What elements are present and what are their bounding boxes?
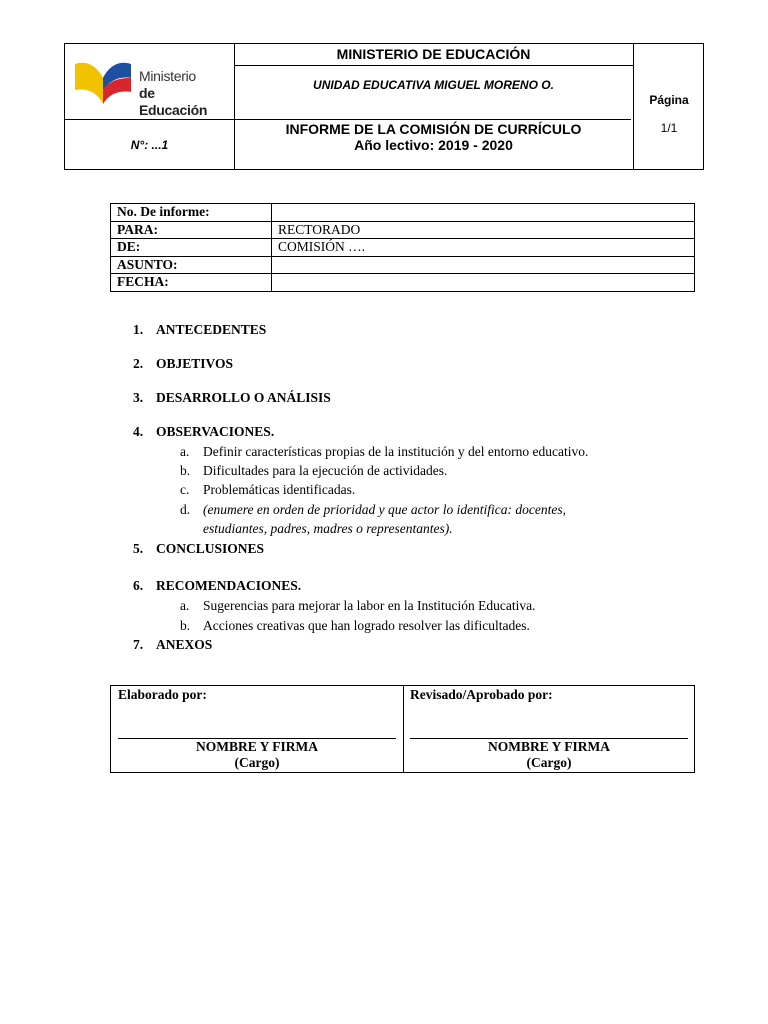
section-heading: [133, 424, 274, 440]
ministry-logo: [73, 54, 223, 118]
section-number: 6.: [133, 578, 144, 593]
item-text: Dificultades para la ejecución de actividades.: [203, 463, 448, 478]
table-row: [111, 256, 695, 274]
table-row: [111, 274, 695, 292]
list-item: [180, 444, 588, 460]
info-value: [272, 256, 695, 274]
section-title: RECOMENDACIONES.: [156, 578, 302, 593]
item-letter: a.: [180, 444, 190, 459]
section-number: 3.: [133, 390, 144, 405]
report-info-table: [110, 203, 695, 292]
report-title-line: INFORME DE LA COMISIÓN DE CURRÍCULO: [285, 121, 582, 137]
table-row: [111, 204, 695, 222]
school-year: Año lectivo: 2019 - 2020: [354, 137, 513, 153]
prepared-by-label: Elaborado por:: [118, 687, 207, 702]
item-letter: c.: [180, 482, 190, 497]
header-divider: [65, 119, 631, 120]
info-label: ASUNTO:: [111, 256, 272, 274]
section-title: CONCLUSIONES: [156, 541, 265, 556]
list-item: [180, 463, 447, 479]
logo-line-1: Ministerio: [139, 68, 196, 84]
name-and-signature-label: NOMBRE Y FIRMA: [488, 739, 610, 754]
info-label: PARA:: [111, 221, 272, 239]
page-label: Página: [649, 93, 689, 107]
section-number: 4.: [133, 424, 144, 439]
list-item: [180, 482, 355, 498]
item-text-continued: estudiantes, padres, madres o representantes).: [203, 521, 453, 536]
position-label: (Cargo): [526, 755, 572, 770]
item-text: Definir características propias de la institución y del entorno educativo.: [203, 444, 589, 459]
document-header: [64, 43, 704, 170]
table-row: [111, 239, 695, 257]
signature-block: [118, 739, 396, 771]
info-value: [272, 274, 695, 292]
info-value: [272, 204, 695, 222]
section-heading: [133, 322, 266, 338]
report-title: [234, 121, 633, 153]
section-title: OBJETIVOS: [156, 356, 234, 371]
section-heading: [133, 578, 301, 594]
item-letter: b.: [180, 463, 191, 478]
info-value: RECTORADO: [272, 221, 695, 239]
section-number: 2.: [133, 356, 144, 371]
table-row: [111, 221, 695, 239]
page-number: 1/1: [660, 121, 678, 135]
signature-table: [110, 685, 695, 773]
item-text: Acciones creativas que han logrado resolver las dificultades.: [203, 618, 530, 633]
school-name: UNIDAD EDUCATIVA MIGUEL MORENO O.: [313, 78, 554, 92]
info-label: FECHA:: [111, 274, 272, 292]
report-number: N°: ...1: [130, 138, 169, 152]
item-text: (enumere en orden de prioridad y que actor lo identifica: docentes,: [203, 502, 567, 517]
header-divider: [234, 65, 633, 66]
section-number: 1.: [133, 322, 144, 337]
info-value: COMISIÓN ….: [272, 239, 695, 257]
info-label: No. De informe:: [111, 204, 272, 222]
section-heading: [133, 541, 264, 557]
section-title: DESARROLLO O ANÁLISIS: [156, 390, 331, 405]
item-letter: a.: [180, 598, 190, 613]
section-number: 5.: [133, 541, 144, 556]
section-number: 7.: [133, 637, 144, 652]
item-letter: b.: [180, 618, 191, 633]
signature-divider: [403, 686, 404, 772]
info-label: DE:: [111, 239, 272, 257]
section-title: ANTECEDENTES: [156, 322, 267, 337]
position-label: (Cargo): [234, 755, 280, 770]
logo-wordmark: [139, 68, 223, 119]
list-item: [180, 502, 566, 518]
ministry-title: MINISTERIO DE EDUCACIÓN: [336, 46, 531, 62]
approved-by-label: Revisado/Aprobado por:: [410, 687, 553, 702]
item-letter: d.: [180, 502, 191, 517]
section-heading: [133, 637, 212, 653]
list-item: [180, 598, 536, 614]
item-text: Problemáticas identificadas.: [203, 482, 356, 497]
ministry-emblem-icon: [73, 54, 133, 109]
name-and-signature-label: NOMBRE Y FIRMA: [196, 739, 318, 754]
item-text: Sugerencias para mejorar la labor en la Institución Educativa.: [203, 598, 536, 613]
section-title: ANEXOS: [156, 637, 213, 652]
list-item: [180, 618, 530, 634]
section-heading: [133, 390, 331, 406]
section-title: OBSERVACIONES.: [156, 424, 275, 439]
logo-line-2: de Educación: [139, 85, 208, 118]
signature-block: [410, 739, 688, 771]
section-heading: [133, 356, 233, 372]
